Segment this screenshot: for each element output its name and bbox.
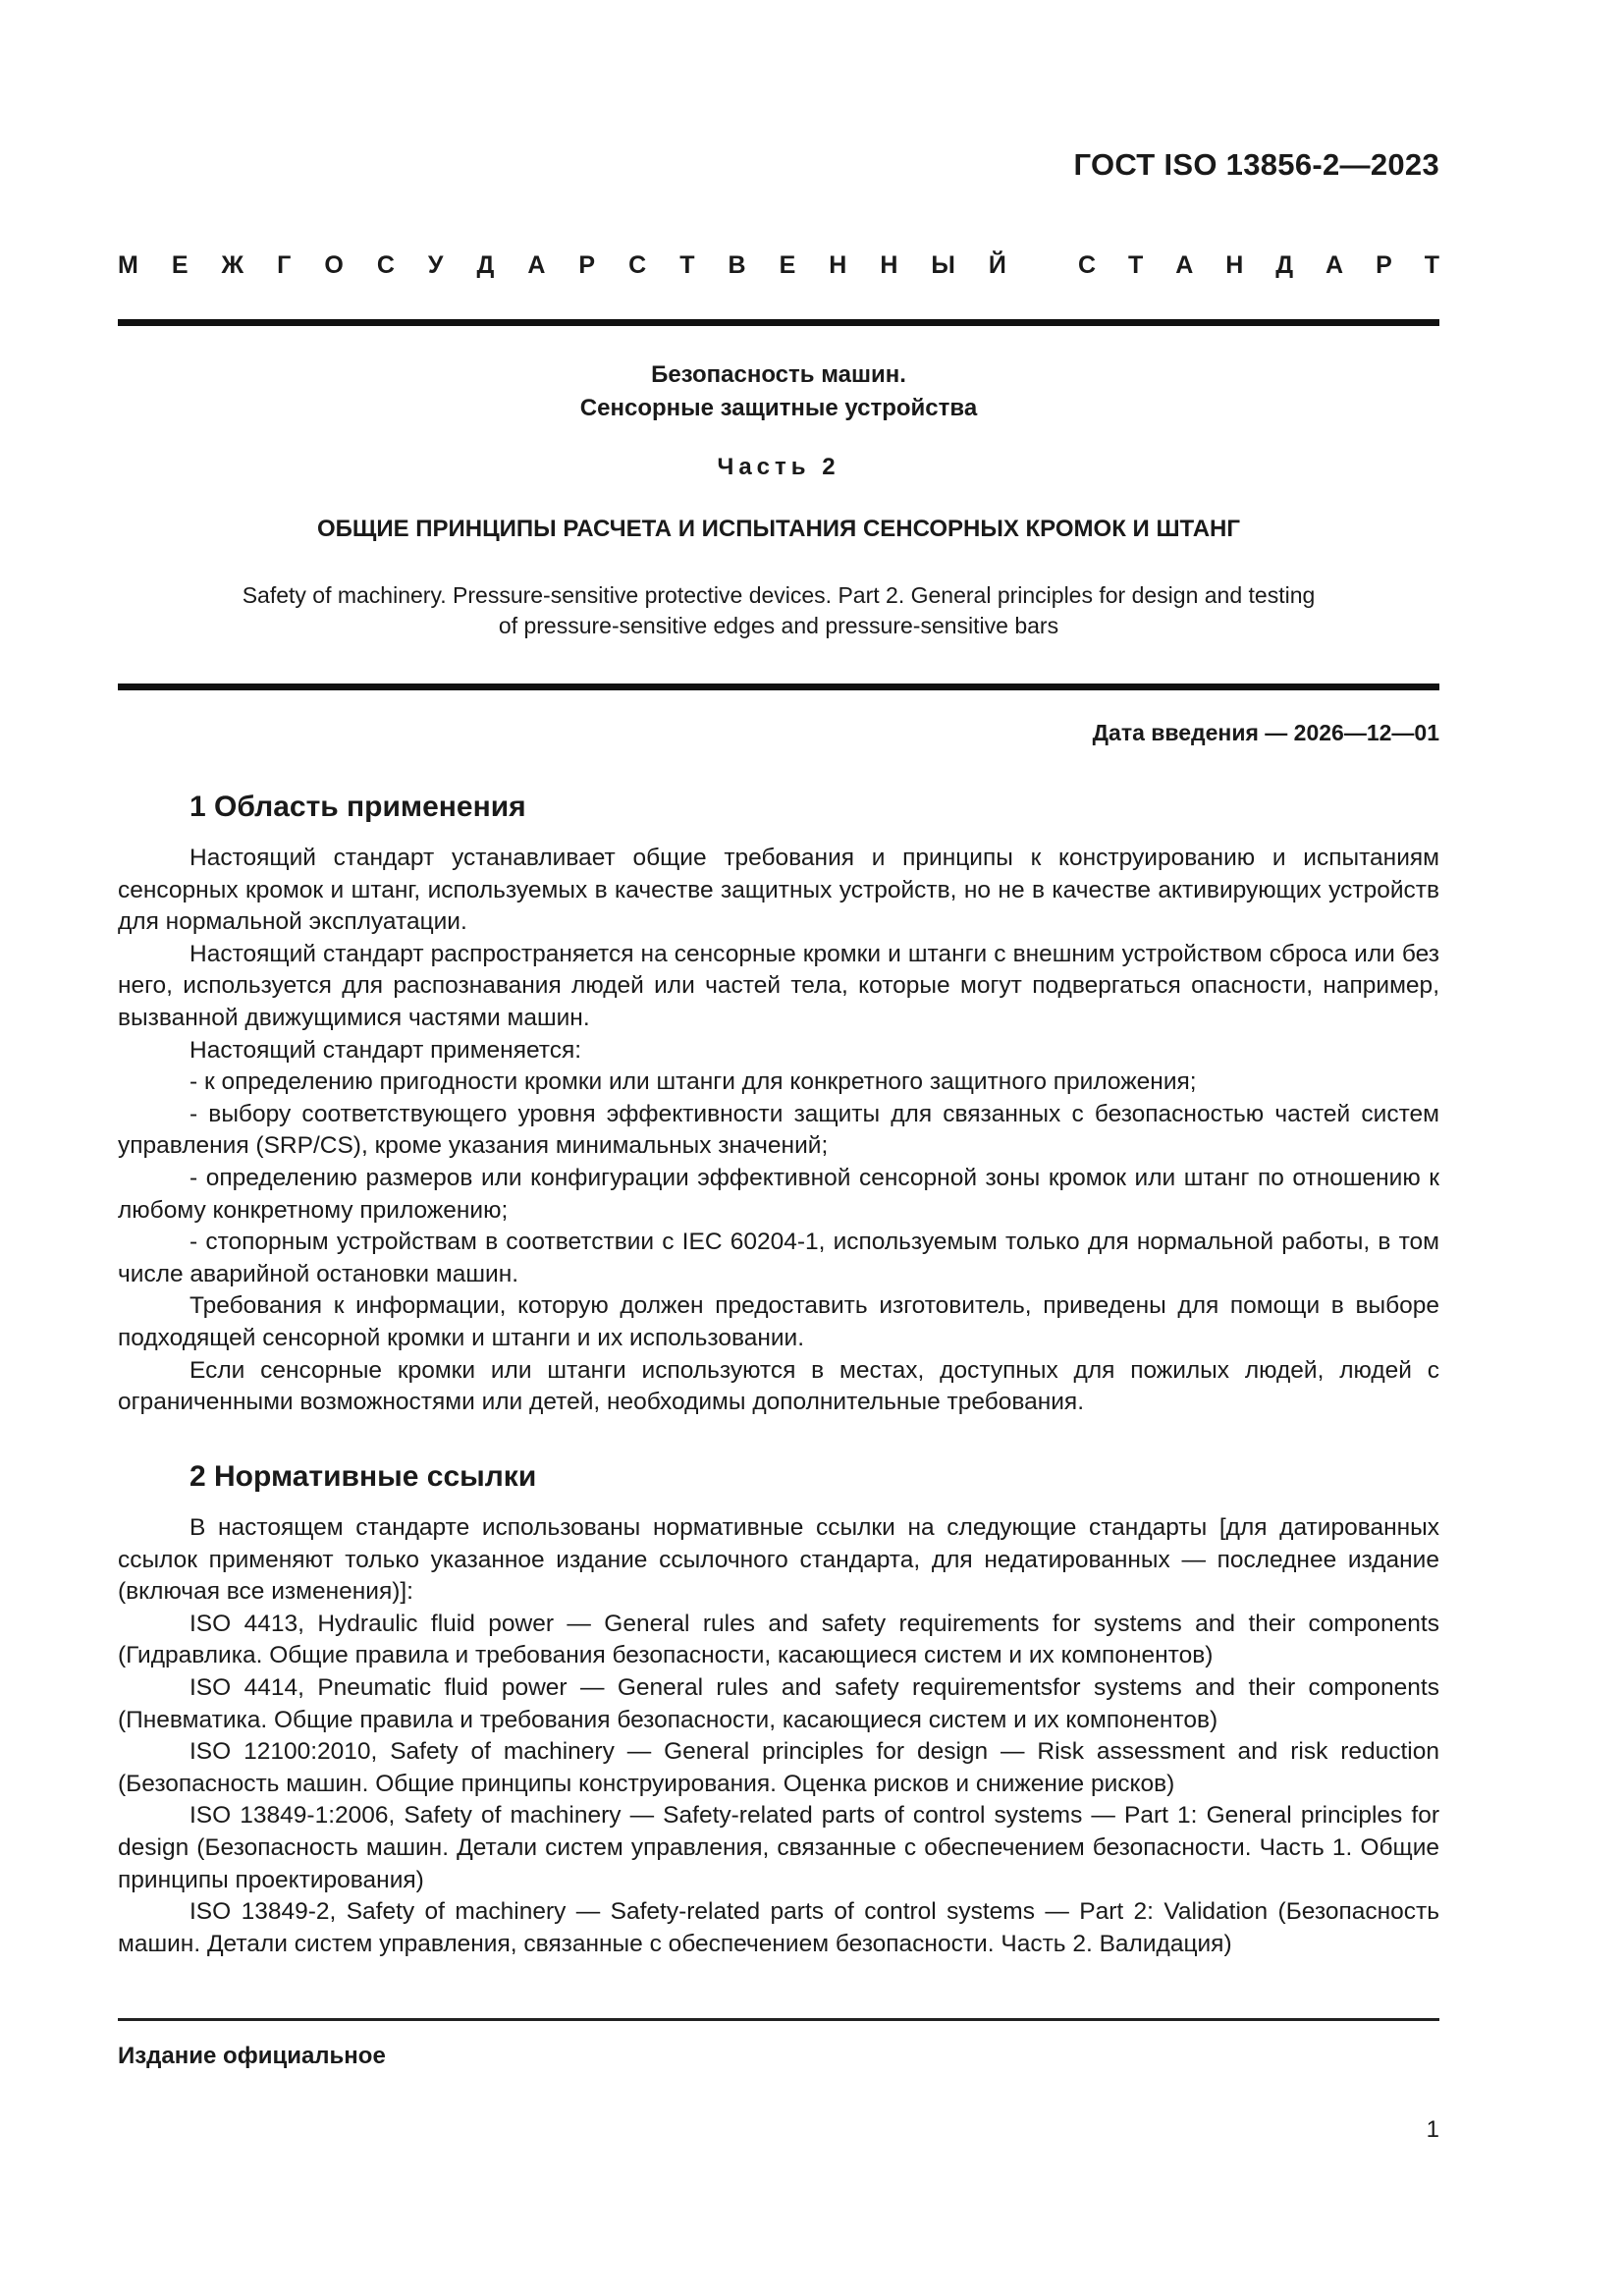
introduction-date: Дата введения — 2026—12—01 [1092, 720, 1439, 745]
paragraph: В настоящем стандарте использованы нормативные ссылки на следующие стандарты [для датированных ссылок применяют только указанное издание ссылочного стандарта, для недатированных — последнее издание (включая все изменения)]: [118, 1514, 1439, 1606]
title-block [118, 358, 1439, 425]
document-number: ГОСТ ISO 13856-2—2023 [1073, 147, 1439, 182]
section-2-body [118, 1512, 1439, 1960]
section-2-heading: 2 Нормативные ссылки [189, 1460, 537, 1493]
title-divider [118, 683, 1439, 690]
reference-item: ISO 13849-1:2006, Safety of machinery — Safety-related parts of control systems — Part 1: General principles for design (Безопасность машин. Детали систем управления, связанные с обеспечением безопасности. Часть 1. Общие принципы проектирования) [118, 1802, 1439, 1893]
main-title-block [118, 516, 1439, 543]
paragraph: Настоящий стандарт устанавливает общие требования и принципы к конструированию и испытаниям сенсорных кромок и штанг, используемых в качестве защитных устройств, но не в качестве активирующих устройств для нормальной эксплуатации. [118, 845, 1439, 936]
reference-item: ISO 12100:2010, Safety of machinery — General principles for design — Risk assessment and risk reduction (Безопасность машин. Общие принципы конструирования. Оценка рисков и снижение рисков) [118, 1738, 1439, 1797]
list-item: - стопорным устройствам в соответствии с IEC 60204-1, используемым только для нормальной работы, в том числе аварийной остановки машин. [118, 1229, 1439, 1287]
interstate-word: М Е Ж Г О С У Д А Р С Т В Е Н Н Ы Й [118, 251, 1006, 279]
title-line-1: Безопасность машин. [651, 361, 906, 388]
title-line-2: Сенсорные защитные устройства [579, 395, 978, 421]
main-title: ОБЩИЕ ПРИНЦИПЫ РАСЧЕТА И ИСПЫТАНИЯ СЕНСОРНЫХ КРОМОК И ШТАНГ [317, 516, 1240, 542]
reference-item: ISO 4413, Hydraulic fluid power — General rules and safety requirements for systems and their components (Гидравлика. Общие правила и требования безопасности, касающиеся систем и их компонентов) [118, 1610, 1439, 1669]
english-title-line-2: of pressure-sensitive edges and pressure-sensitive bars [498, 613, 1059, 638]
section-1-body [118, 843, 1439, 1419]
interstate-standard-heading [118, 251, 1439, 280]
standard-word: С Т А Н Д А Р Т [1078, 251, 1439, 279]
paragraph: Требования к информации, которую должен предоставить изготовитель, приведены для помощи в выборе подходящей сенсорной кромки и штанги и их использовании. [118, 1292, 1439, 1351]
reference-item: ISO 13849-2, Safety of machinery — Safety-related parts of control systems — Part 2: Validation (Безопасность машин. Детали систем управления, связанные с обеспечением безопасности. Часть 2. Валидация) [118, 1898, 1439, 1957]
page-number: 1 [1426, 2116, 1439, 2143]
header-divider [118, 319, 1439, 326]
paragraph: Настоящий стандарт применяется: [189, 1036, 582, 1064]
part-label: Часть 2 [717, 454, 840, 480]
paragraph: Если сенсорные кромки или штанги используются в местах, доступных для пожилых людей, людей с ограниченными возможностями или детей, необходимы дополнительные требования. [118, 1356, 1439, 1416]
reference-item: ISO 4414, Pneumatic fluid power — General rules and safety requirementsfor systems and their components (Пневматика. Общие правила и требования безопасности, касающиеся систем и их компонентов) [118, 1673, 1439, 1733]
document-page [118, 0, 1439, 2296]
official-edition-label: Издание официальное [118, 2043, 386, 2069]
list-item: - выбору соответствующего уровня эффективности защиты для связанных с безопасностью частей систем управления (SRP/CS), кроме указания минимальных значений; [118, 1100, 1439, 1160]
section-1-heading: 1 Область применения [189, 791, 526, 823]
footer-divider [118, 2018, 1439, 2021]
list-item: - определению размеров или конфигурации эффективной сенсорной зоны кромок или штанг по отношению к любому конкретному приложению; [118, 1164, 1439, 1224]
english-title-line-1: Safety of machinery. Pressure-sensitive protective devices. Part 2. General principles for design and testing [242, 582, 1316, 608]
paragraph: Настоящий стандарт распространяется на сенсорные кромки и штанги с внешним устройством сброса или без него, используется для распознавания людей или частей тела, которые могут подвергаться опасности, например, вызванной движущимися частями машин. [118, 940, 1439, 1031]
english-title-block [118, 580, 1439, 641]
list-item: - к определению пригодности кромки или штанги для конкретного защитного приложения; [189, 1068, 1197, 1096]
part-label-block [118, 454, 1439, 481]
